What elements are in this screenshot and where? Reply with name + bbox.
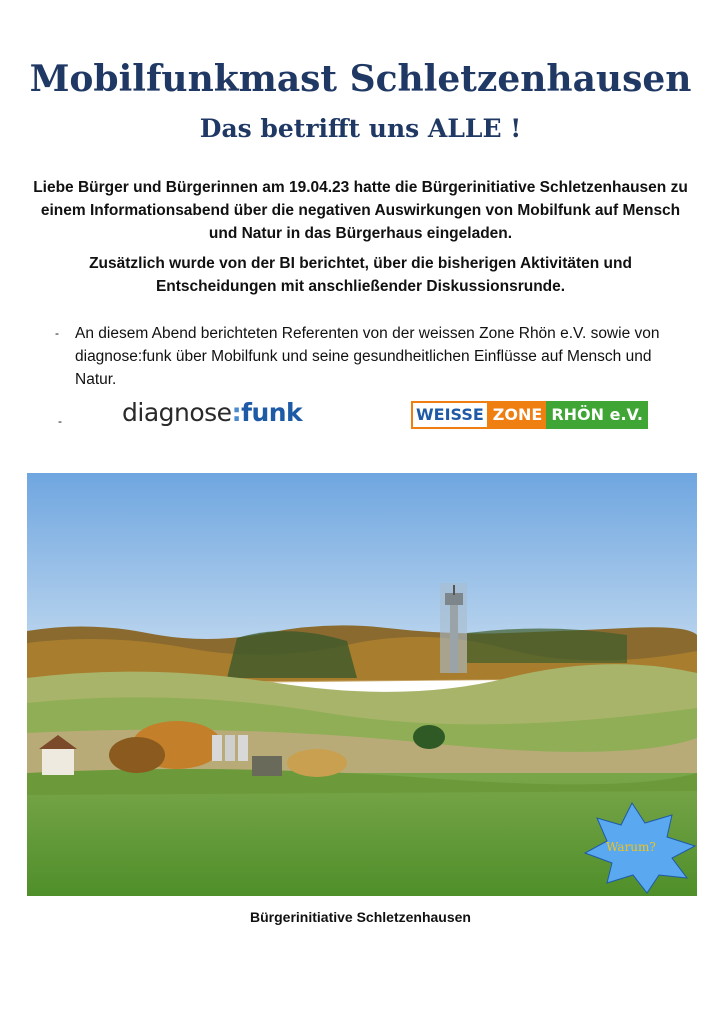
logo-text-funk: funk	[241, 398, 303, 427]
list-marker: -	[58, 414, 62, 428]
warum-badge-label: Warum?	[606, 840, 656, 854]
logo-text-zone: ZONE	[489, 401, 547, 429]
weisse-zone-rhoen-logo	[411, 401, 648, 429]
logo-text-colon: :	[231, 398, 242, 427]
logo-text-weisse: WEISSE	[411, 401, 489, 429]
bullet-marker: -	[55, 326, 59, 340]
bullet-text: An diesem Abend berichteten Referenten von der weissen Zone Rhön e.V. sowie von diagnose:funk über Mobilfunk und seine gesundheitlichen Einflüsse auf Mensch und Natur.	[75, 325, 660, 388]
sky	[27, 473, 697, 643]
page-subtitle: Das betrifft uns ALLE !	[199, 114, 522, 143]
footer-caption: Bürgerinitiative Schletzenhausen	[250, 909, 471, 925]
intro-paragraph: Liebe Bürger und Bürgerinnen am 19.04.23 hatte die Bürgerinitiative Schletzenhausen zu einem Informationsabend über die negativen Auswirkungen von Mobilfunk auf Mensch und Natur in das Bürgerhaus eingeladen.	[33, 179, 688, 242]
intro-paragraph-2: Zusätzlich wurde von der BI berichtet, über die bisherigen Aktivitäten und Entscheidungen mit anschließender Diskussionsrunde.	[89, 255, 632, 295]
landscape-photo	[27, 473, 697, 896]
diagnose-funk-logo	[122, 398, 302, 427]
logo-text-rhoen: RHÖN e.V.	[546, 401, 648, 429]
page-title: Mobilfunkmast Schletzenhausen	[29, 58, 692, 100]
mobile-mast	[450, 601, 458, 673]
logo-text-diagnose: diagnose	[122, 398, 232, 427]
